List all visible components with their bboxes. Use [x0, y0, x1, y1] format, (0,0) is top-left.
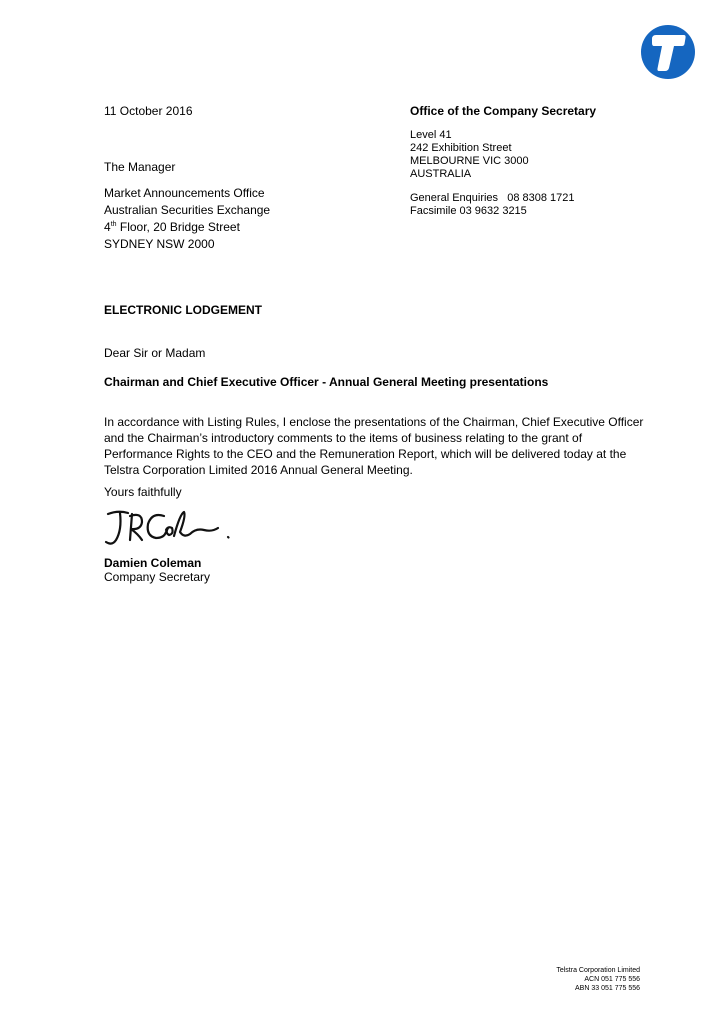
sender-office: Office of the Company Secretary [410, 104, 597, 118]
floor-street: Floor, 20 Bridge Street [116, 220, 240, 234]
sender-address-line: AUSTRALIA [410, 168, 472, 180]
recipient-line [104, 219, 270, 236]
footer-abn: ABN 33 051 775 556 [575, 985, 640, 992]
telstra-t-logo-icon [640, 24, 696, 80]
footer-company: Telstra Corporation Limited [556, 967, 640, 974]
sender-address-line: 242 Exhibition Street [410, 142, 512, 154]
closing: Yours faithfully [104, 485, 182, 499]
sender-address [410, 129, 529, 181]
footer-acn: ACN 051 775 556 [584, 976, 640, 983]
recipient-line: Australian Securities Exchange [104, 203, 271, 217]
greeting: Dear Sir or Madam [104, 346, 206, 360]
body-line: Performance Rights to the CEO and the Remuneration Report, which will be delivered today at the [104, 447, 627, 461]
body-line: Telstra Corporation Limited 2016 Annual General Meeting. [104, 463, 413, 477]
sender-fax: Facsimile 03 9632 3215 [410, 205, 527, 217]
recipient-line: Market Announcements Office [104, 186, 265, 200]
recipient-line: SYDNEY NSW 2000 [104, 237, 215, 251]
footer-company-details [556, 966, 640, 993]
sender-address-line: Level 41 [410, 129, 452, 141]
signatory-title: Company Secretary [104, 570, 211, 584]
body-paragraph [104, 414, 644, 478]
recipient-manager: The Manager [104, 160, 176, 174]
letter-date: 11 October 2016 [104, 104, 193, 118]
lodgement-heading: ELECTRONIC LODGEMENT [104, 303, 262, 317]
subject-line: Chairman and Chief Executive Officer - Annual General Meeting presentations [104, 375, 549, 389]
signatory-name: Damien Coleman [104, 556, 202, 570]
body-line: and the Chairman’s introductory comments to the items of business relating to the grant of [104, 431, 583, 445]
sender-phone: General Enquiries 08 8308 1721 [410, 192, 575, 204]
floor-number: 4 [104, 220, 111, 234]
signature-image [100, 502, 240, 552]
body-line: In accordance with Listing Rules, I enclose the presentations of the Chairman, Chief Executive Officer [104, 415, 644, 429]
floor-suffix: th [110, 221, 117, 228]
sender-address-line: MELBOURNE VIC 3000 [410, 155, 529, 167]
recipient-address [104, 185, 270, 253]
